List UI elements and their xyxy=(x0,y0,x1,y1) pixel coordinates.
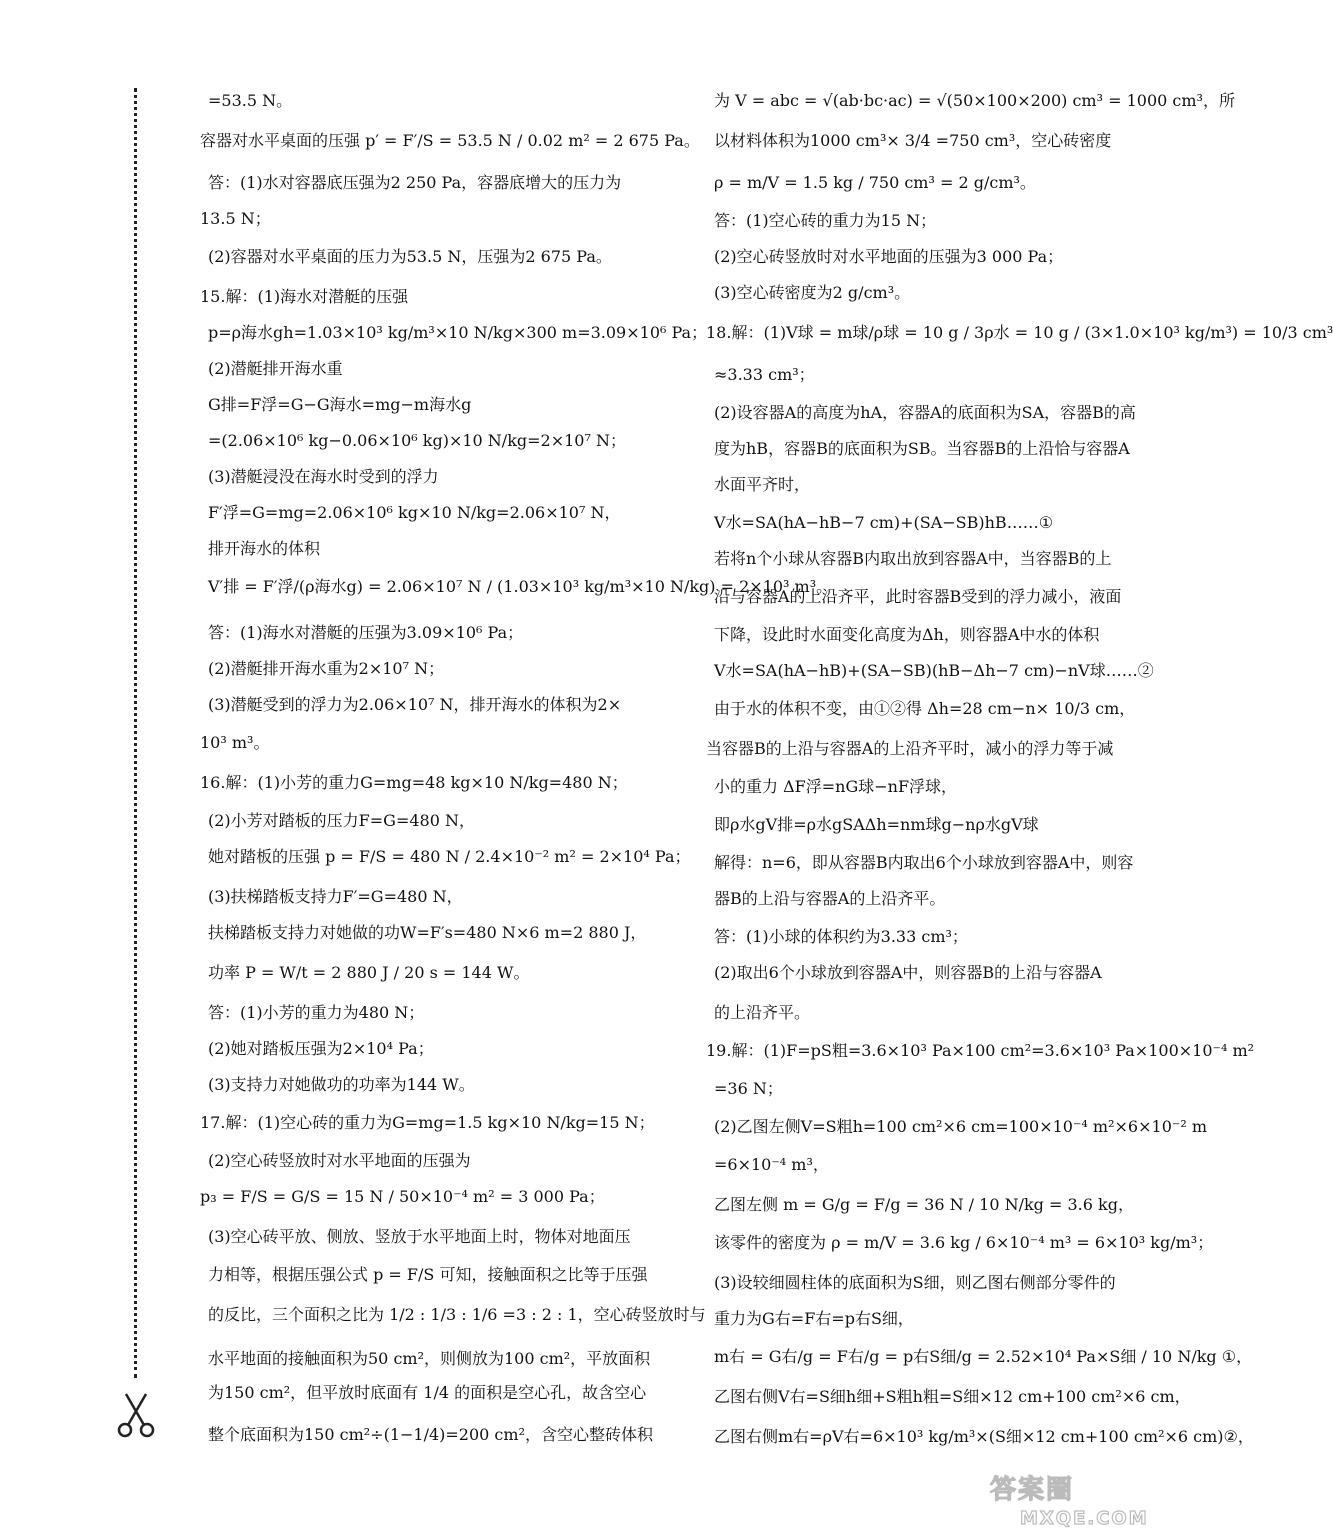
right-column-line: 若将n个小球从容器B内取出放到容器A中，当容器B的上 xyxy=(714,549,1112,568)
scissors-icon xyxy=(116,1390,156,1440)
left-column-line: p₃ = F/S = G/S = 15 N / 50×10⁻⁴ m² = 3 000 Pa； xyxy=(200,1187,605,1206)
right-column-line: 乙图右侧V右=S细h细+S粗h粗=S细×12 cm+100 cm²×6 cm， xyxy=(714,1387,1191,1406)
left-column-line: 功率 P = W/t = 2 880 J / 20 s = 144 W。 xyxy=(208,963,530,982)
right-column-line: 18.解：(1)V球 = m球/ρ球 = 10 g / 3ρ水 = 10 g / (3×1.0×10³ kg/m³) = 10/3 cm³ xyxy=(706,323,1333,342)
right-column-line: =36 N； xyxy=(714,1079,783,1098)
left-column-line: V′排 = F′浮/(ρ海水g) = 2.06×10⁷ N / (1.03×10³ kg/m³×10 N/kg) = 2×10³ m³。 xyxy=(208,577,833,596)
right-column-line: 答：(1)空心砖的重力为15 N； xyxy=(714,211,937,230)
left-column-line: 的反比，三个面积之比为 1/2 : 1/3 : 1/6 =3 : 2 : 1，空心砖竖放时与 xyxy=(208,1305,706,1324)
left-column-line: 答：(1)海水对潜艇的压强为3.09×10⁶ Pa； xyxy=(208,623,524,642)
right-column-line: 器B的上沿与容器A的上沿齐平。 xyxy=(714,889,946,908)
right-column-line: 解得：n=6，即从容器B内取出6个小球放到容器A中，则容 xyxy=(714,853,1134,872)
left-column-line: (2)空心砖竖放时对水平地面的压强为 xyxy=(208,1151,471,1170)
right-column-line: 答：(1)小球的体积约为3.33 cm³； xyxy=(714,927,968,946)
left-column-line: (2)容器对水平桌面的压力为53.5 N，压强为2 675 Pa。 xyxy=(208,247,612,266)
right-column-line: 当容器B的上沿与容器A的上沿齐平时，减小的浮力等于减 xyxy=(706,739,1114,758)
right-column-line: 乙图左侧 m = G/g = F/g = 36 N / 10 N/kg = 3.6 kg， xyxy=(714,1195,1134,1214)
right-column-line: 以材料体积为1000 cm³× 3/4 =750 cm³，空心砖密度 xyxy=(714,131,1112,150)
right-column-line: 重力为G右=F右=p右S细， xyxy=(714,1309,914,1328)
right-column-line: V水=SA(hA−hB−7 cm)+(SA−SB)hB……① xyxy=(714,513,1054,532)
left-column-line: 排开海水的体积 xyxy=(208,539,321,558)
left-column-line: (2)小芳对踏板的压力F=G=480 N， xyxy=(208,811,475,830)
right-column-line: 小的重力 ΔF浮=nG球−nF浮球， xyxy=(714,777,958,796)
right-column-line: V水=SA(hA−hB)+(SA−SB)(hB−Δh−7 cm)−nV球……② xyxy=(714,661,1154,680)
left-column-line: 答：(1)水对容器底压强为2 250 Pa，容器底增大的压力为 xyxy=(208,173,622,192)
right-column-line: 度为hB，容器B的底面积为SB。当容器B的上沿恰与容器A xyxy=(714,439,1130,458)
left-column-line: (3)扶梯踏板支持力F′=G=480 N， xyxy=(208,887,463,906)
left-column-line: 17.解：(1)空心砖的重力为G=mg=1.5 kg×10 N/kg=15 N； xyxy=(200,1113,655,1132)
right-column-line: (2)空心砖竖放时对水平地面的压强为3 000 Pa； xyxy=(714,247,1064,266)
left-column-line: 整个底面积为150 cm²÷(1−1/4)=200 cm²，含空心整砖体积 xyxy=(208,1425,653,1444)
left-column-line: 扶梯踏板支持力对她做的功W=F′s=480 N×6 m=2 880 J， xyxy=(208,923,647,942)
left-column-line: (3)空心砖平放、侧放、竖放于水平地面上时，物体对地面压 xyxy=(208,1227,631,1246)
watermark-text: 答案圈 xyxy=(990,1475,1075,1505)
left-column-line: 为150 cm²，但平放时底面有 1/4 的面积是空心孔，故含空心 xyxy=(208,1383,647,1402)
right-column-line: 即ρ水gV排=ρ水gSAΔh=nm球g−nρ水gV球 xyxy=(714,815,1039,834)
cut-line xyxy=(134,88,137,1378)
right-column-line: (3)空心砖密度为2 g/cm³。 xyxy=(714,283,911,302)
right-column-line: 该零件的密度为 ρ = m/V = 3.6 kg / 6×10⁻⁴ m³ = 6×10³ kg/m³； xyxy=(714,1233,1214,1252)
left-column-line: 16.解：(1)小芳的重力G=mg=48 kg×10 N/kg=480 N； xyxy=(200,773,628,792)
left-column-line: (2)潜艇排开海水重为2×10⁷ N； xyxy=(208,659,445,678)
right-column-line: (2)乙图左侧V=S粗h=100 cm²×6 cm=100×10⁻⁴ m²×6×10⁻² m xyxy=(714,1117,1207,1136)
right-column-line: 为 V = abc = √(ab·bc·ac) = √(50×100×200) cm³ = 1000 cm³，所 xyxy=(714,91,1235,110)
right-column-line: ρ = m/V = 1.5 kg / 750 cm³ = 2 g/cm³。 xyxy=(714,173,1036,192)
left-column-line: 15.解：(1)海水对潜艇的压强 xyxy=(200,287,409,306)
left-column-line: p=ρ海水gh=1.03×10³ kg/m³×10 N/kg×300 m=3.09×10⁶ Pa； xyxy=(208,323,708,342)
left-column-line: F′浮=G=mg=2.06×10⁶ kg×10 N/kg=2.06×10⁷ N， xyxy=(208,503,621,522)
right-column-line: 19.解：(1)F=pS粗=3.6×10³ Pa×100 cm²=3.6×10³ Pa×100×10⁻⁴ m² xyxy=(706,1041,1255,1060)
right-column-line: 沿与容器A的上沿齐平，此时容器B受到的浮力减小，液面 xyxy=(714,587,1122,606)
left-column-line: (2)潜艇排开海水重 xyxy=(208,359,343,378)
right-column-line: =6×10⁻⁴ m³， xyxy=(714,1155,829,1174)
right-column-line: m右 = G右/g = F右/g = p右S细/g = 2.52×10⁴ Pa×S细 / 10 N/kg ①， xyxy=(714,1347,1253,1366)
left-column-line: (3)潜艇浸没在海水时受到的浮力 xyxy=(208,467,439,486)
right-column-line: (2)取出6个小球放到容器A中，则容器B的上沿与容器A xyxy=(714,963,1102,982)
left-column-line: 13.5 N； xyxy=(200,209,271,228)
right-column-line: ≈3.33 cm³； xyxy=(714,365,815,384)
watermark-url: MXQE.COM xyxy=(1020,1508,1149,1529)
left-column-line: (3)潜艇受到的浮力为2.06×10⁷ N，排开海水的体积为2× xyxy=(208,695,622,714)
right-column-line: 下降，设此时水面变化高度为Δh，则容器A中水的体积 xyxy=(714,625,1100,644)
left-column-line: =53.5 N。 xyxy=(208,91,293,110)
left-column-line: 水平地面的接触面积为50 cm²，则侧放为100 cm²，平放面积 xyxy=(208,1349,651,1368)
left-column-line: =(2.06×10⁶ kg−0.06×10⁶ kg)×10 N/kg=2×10⁷ N； xyxy=(208,431,626,450)
right-column-line: 由于水的体积不变，由①②得 Δh=28 cm−n× 10/3 cm， xyxy=(714,699,1136,718)
left-column-line: 答：(1)小芳的重力为480 N； xyxy=(208,1003,425,1022)
right-column-line: (3)设较细圆柱体的底面积为S细，则乙图右侧部分零件的 xyxy=(714,1273,1116,1292)
left-column-line: 她对踏板的压强 p = F/S = 480 N / 2.4×10⁻² m² = 2×10⁴ Pa； xyxy=(208,847,691,866)
left-column-line: 10³ m³。 xyxy=(200,733,270,752)
left-column-line: 容器对水平桌面的压强 p′ = F′/S = 53.5 N / 0.02 m² = 2 675 Pa。 xyxy=(200,131,700,150)
right-column-line: 乙图右侧m右=ρV右=6×10³ kg/m³×(S细×12 cm+100 cm²×6 cm)②， xyxy=(714,1427,1254,1446)
left-column-line: (3)支持力对她做功的功率为144 W。 xyxy=(208,1075,475,1094)
right-column-line: 水面平齐时， xyxy=(714,475,811,494)
right-column-line: (2)设容器A的高度为hA，容器A的底面积为SA，容器B的高 xyxy=(714,403,1136,422)
watermark-logo xyxy=(980,1470,1160,1530)
right-column-line: 的上沿齐平。 xyxy=(714,1003,811,1022)
left-column-line: G排=F浮=G−G海水=mg−m海水g xyxy=(208,395,472,414)
left-column-line: (2)她对踏板压强为2×10⁴ Pa； xyxy=(208,1039,434,1058)
left-column-line: 力相等，根据压强公式 p = F/S 可知，接触面积之比等于压强 xyxy=(208,1265,648,1284)
